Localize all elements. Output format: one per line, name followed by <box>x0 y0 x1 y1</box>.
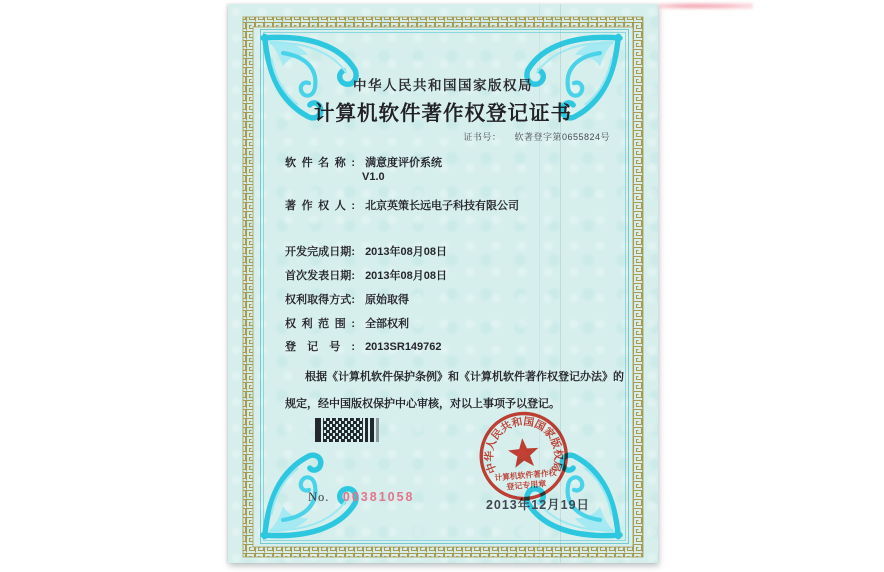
field-first-publish-date <box>285 267 447 283</box>
certificate-paper <box>228 4 658 563</box>
seal-line-1: 计算机软件著作权 <box>494 468 559 483</box>
certificate-number-value: 软著登字第0655824号 <box>514 132 610 142</box>
field-value: 2013年08月08日 <box>365 246 448 258</box>
certificate-title: 计算机软件著作权登记证书 <box>314 102 572 125</box>
field-label: 首次发表日期: <box>285 270 355 282</box>
field-label: 开发完成日期: <box>285 246 355 258</box>
official-seal <box>464 399 583 518</box>
field-label: 权利取得方式: <box>285 294 355 306</box>
field-label: 著作权人: <box>285 200 355 212</box>
field-value: 2013年08月08日 <box>365 270 448 282</box>
field-value: 2013SR149762 <box>365 341 442 353</box>
field-label: 软件名称: <box>285 157 355 169</box>
issuer-title: 中华人民共和国国家版权局 <box>353 78 533 93</box>
statement-line-1: 根据《计算机软件保护条例》和《计算机软件著作权登记办法》的 <box>305 371 624 383</box>
serial-number-line <box>308 490 415 505</box>
photo-artifact-top-edge <box>658 1 753 11</box>
seal-ring-text: 中华人民共和国国家版权局 <box>483 415 564 475</box>
field-value: 原始取得 <box>365 294 410 306</box>
serial-value: 00381058 <box>342 490 415 504</box>
seal-line-2: 登记专用章 <box>505 479 547 492</box>
field-value: 全部权利 <box>365 318 410 330</box>
field-value: 北京英策长远电子科技有限公司 <box>365 200 520 212</box>
field-label: 登记号: <box>285 341 355 353</box>
statement-line-2: 规定，经中国版权保护中心审核，对以上事项予以登记。 <box>285 398 560 410</box>
field-dev-complete-date <box>285 243 447 259</box>
field-label: 权利范围: <box>285 318 355 330</box>
certificate-number-line <box>228 130 658 143</box>
issue-date: 2013年12月19日 <box>485 498 591 512</box>
serial-label: No. <box>308 490 330 504</box>
certificate-number-label: 证书号： <box>463 132 502 142</box>
field-rights-scope <box>285 315 409 331</box>
field-value: 满意度评价系统 <box>365 157 443 169</box>
barcode <box>315 418 379 442</box>
field-software-name <box>285 154 442 170</box>
star-icon <box>507 437 540 468</box>
field-registration-number <box>285 338 442 354</box>
field-copyright-owner <box>285 197 519 213</box>
field-software-version: V1.0 <box>362 171 385 183</box>
field-rights-acquisition <box>285 291 409 307</box>
